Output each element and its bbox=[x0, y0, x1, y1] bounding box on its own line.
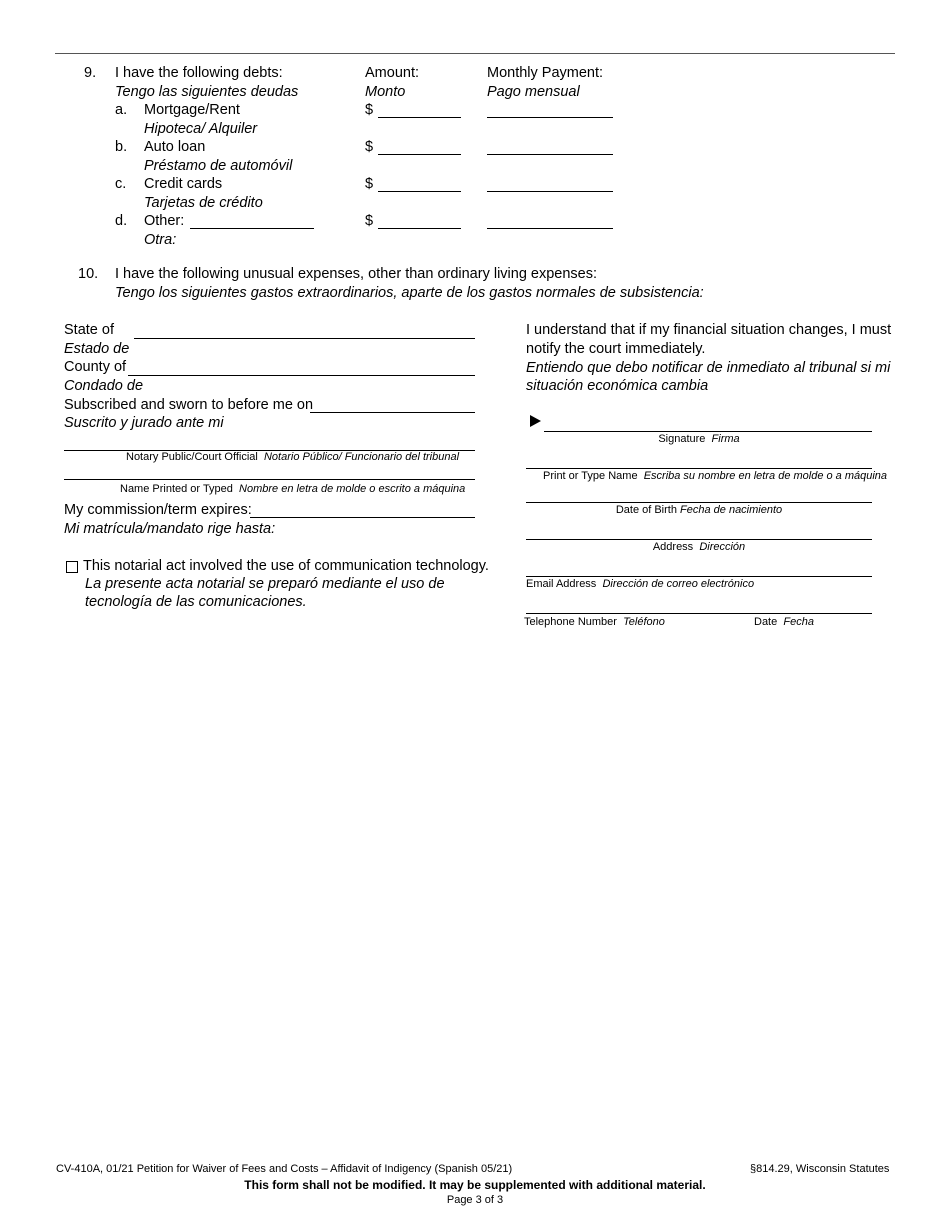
print-name-input[interactable] bbox=[526, 454, 872, 469]
item10-label-es: Tengo los siguientes gastos extraordinarios, aparte de los gastos normales de subsistencia: bbox=[115, 285, 704, 301]
debt-row-d-monthly-input[interactable] bbox=[487, 214, 613, 229]
debt-row-b-monthly-input[interactable] bbox=[487, 140, 613, 155]
debt-row-a-currency: $ bbox=[365, 102, 374, 118]
date-of-birth-input[interactable] bbox=[526, 488, 872, 503]
debt-row-d-label-es: Otra: bbox=[144, 232, 177, 248]
item9-label-es: Tengo las siguientes deudas bbox=[115, 84, 299, 100]
top-rule bbox=[55, 53, 895, 54]
email-en: Email Address bbox=[526, 578, 597, 590]
debt-row-b-label-es: Préstamo de automóvil bbox=[144, 158, 293, 174]
commission-label-en: My commission/term expires: bbox=[64, 502, 252, 518]
debt-row-d-amount-input[interactable] bbox=[378, 214, 461, 229]
debt-row-c-label-es: Tarjetas de crédito bbox=[144, 195, 263, 211]
state-label-en: State of bbox=[64, 322, 114, 338]
address-es: Dirección bbox=[699, 541, 746, 553]
footer-form-id: CV-410A, 01/21 Petition for Waiver of Fees and Costs – Affidavit of Indigency (Spanish 05/21) bbox=[56, 1163, 513, 1175]
monthly-header-en: Monthly Payment: bbox=[487, 65, 604, 81]
state-label-es: Estado de bbox=[64, 341, 130, 357]
signature-caption bbox=[526, 433, 872, 445]
sworn-date-input[interactable] bbox=[310, 398, 475, 413]
county-label-en: County of bbox=[64, 359, 127, 375]
item9-label-en: I have the following debts: bbox=[115, 65, 283, 81]
telephone-en: Telephone Number bbox=[524, 616, 617, 628]
date-caption bbox=[754, 616, 814, 628]
signature-input[interactable] bbox=[544, 417, 872, 432]
tech-label-es-2: tecnología de las comunicaciones. bbox=[85, 594, 307, 610]
date-input[interactable] bbox=[746, 599, 872, 614]
notary-name-es: Nombre en letra de molde o escrito a máquina bbox=[239, 483, 466, 495]
dob-caption bbox=[526, 504, 872, 516]
debt-row-c-letter: c. bbox=[115, 176, 127, 192]
notary-official-es: Notario Público/ Funcionario del tribunal bbox=[263, 451, 460, 463]
notary-official-en: Notary Public/Court Official bbox=[126, 451, 258, 463]
debt-row-a-letter: a. bbox=[115, 102, 128, 118]
date-es: Fecha bbox=[783, 616, 814, 628]
state-input[interactable] bbox=[134, 324, 475, 339]
sworn-label-en: Subscribed and sworn to before me on bbox=[64, 397, 314, 413]
footer-notice: This form shall not be modified. It may be supplemented with additional material. bbox=[244, 1178, 706, 1192]
understand-en-1: I understand that if my financial situation changes, I must bbox=[526, 322, 892, 338]
debt-row-b-amount-input[interactable] bbox=[378, 140, 461, 155]
email-es: Dirección de correo electrónico bbox=[602, 578, 755, 590]
item10-number: 10. bbox=[78, 266, 99, 282]
notary-name-caption bbox=[120, 483, 465, 495]
debt-row-c-monthly-input[interactable] bbox=[487, 177, 613, 192]
understand-en-2: notify the court immediately. bbox=[526, 341, 706, 357]
tech-label-es-1: La presente acta notarial se preparó mediante el uso de bbox=[85, 576, 445, 592]
print-name-es: Escriba su nombre en letra de molde o a máquina bbox=[643, 470, 888, 482]
item10-label-en: I have the following unusual expenses, other than ordinary living expenses: bbox=[115, 266, 598, 282]
debt-row-d-label-en: Other: bbox=[144, 213, 185, 229]
debt-row-c-currency: $ bbox=[365, 176, 374, 192]
sworn-label-es: Suscrito y jurado ante mi bbox=[64, 415, 224, 431]
communication-technology-checkbox[interactable] bbox=[66, 561, 78, 573]
debt-row-d-other-input[interactable] bbox=[190, 214, 314, 229]
debt-row-c-label-en: Credit cards bbox=[144, 176, 223, 192]
amount-header-es: Monto bbox=[365, 84, 406, 100]
understand-es-1: Entiendo que debo notificar de inmediato al tribunal si mi bbox=[526, 360, 891, 376]
debt-row-b-label-en: Auto loan bbox=[144, 139, 206, 155]
footer-statute: §814.29, Wisconsin Statutes bbox=[750, 1163, 890, 1175]
amount-header-en: Amount: bbox=[365, 65, 419, 81]
commission-input[interactable] bbox=[250, 503, 475, 518]
telephone-caption bbox=[524, 616, 665, 628]
debt-row-a-monthly-input[interactable] bbox=[487, 103, 613, 118]
print-name-caption bbox=[543, 470, 887, 482]
dob-es: Fecha de nacimiento bbox=[680, 504, 783, 516]
email-caption bbox=[526, 578, 754, 590]
debt-row-a-label-es: Hipoteca/ Alquiler bbox=[144, 121, 258, 137]
address-en: Address bbox=[652, 541, 694, 553]
debt-row-a-label-en: Mortgage/Rent bbox=[144, 102, 240, 118]
signature-arrow-icon bbox=[530, 415, 541, 427]
email-input[interactable] bbox=[526, 562, 872, 577]
commission-label-es: Mi matrícula/mandato rige hasta: bbox=[64, 521, 276, 537]
debt-row-a-amount-input[interactable] bbox=[378, 103, 461, 118]
debt-row-c-amount-input[interactable] bbox=[378, 177, 461, 192]
signature-es: Firma bbox=[711, 433, 740, 445]
footer-page-number: Page 3 of 3 bbox=[446, 1194, 504, 1206]
debt-row-b-letter: b. bbox=[115, 139, 128, 155]
monthly-header-es: Pago mensual bbox=[487, 84, 580, 100]
understand-es-2: situación económica cambia bbox=[526, 378, 709, 394]
item9-number: 9. bbox=[84, 65, 97, 81]
telephone-input[interactable] bbox=[526, 599, 746, 614]
debt-row-b-currency: $ bbox=[365, 139, 374, 155]
address-input[interactable] bbox=[526, 525, 872, 540]
notary-name-en: Name Printed or Typed bbox=[120, 483, 233, 495]
date-en: Date bbox=[754, 616, 778, 628]
address-caption bbox=[526, 541, 872, 553]
debt-row-d-letter: d. bbox=[115, 213, 128, 229]
telephone-es: Teléfono bbox=[623, 616, 665, 628]
county-input[interactable] bbox=[128, 361, 475, 376]
notary-official-caption bbox=[126, 451, 459, 463]
notary-signature-input[interactable] bbox=[64, 436, 475, 451]
county-label-es: Condado de bbox=[64, 378, 144, 394]
debt-row-d-currency: $ bbox=[365, 213, 374, 229]
print-name-en: Print or Type Name bbox=[543, 470, 638, 482]
tech-label-en: This notarial act involved the use of communication technology. bbox=[83, 558, 489, 574]
signature-en: Signature bbox=[658, 433, 706, 445]
notary-name-input[interactable] bbox=[64, 465, 475, 480]
dob-en: Date of Birth bbox=[615, 504, 677, 516]
